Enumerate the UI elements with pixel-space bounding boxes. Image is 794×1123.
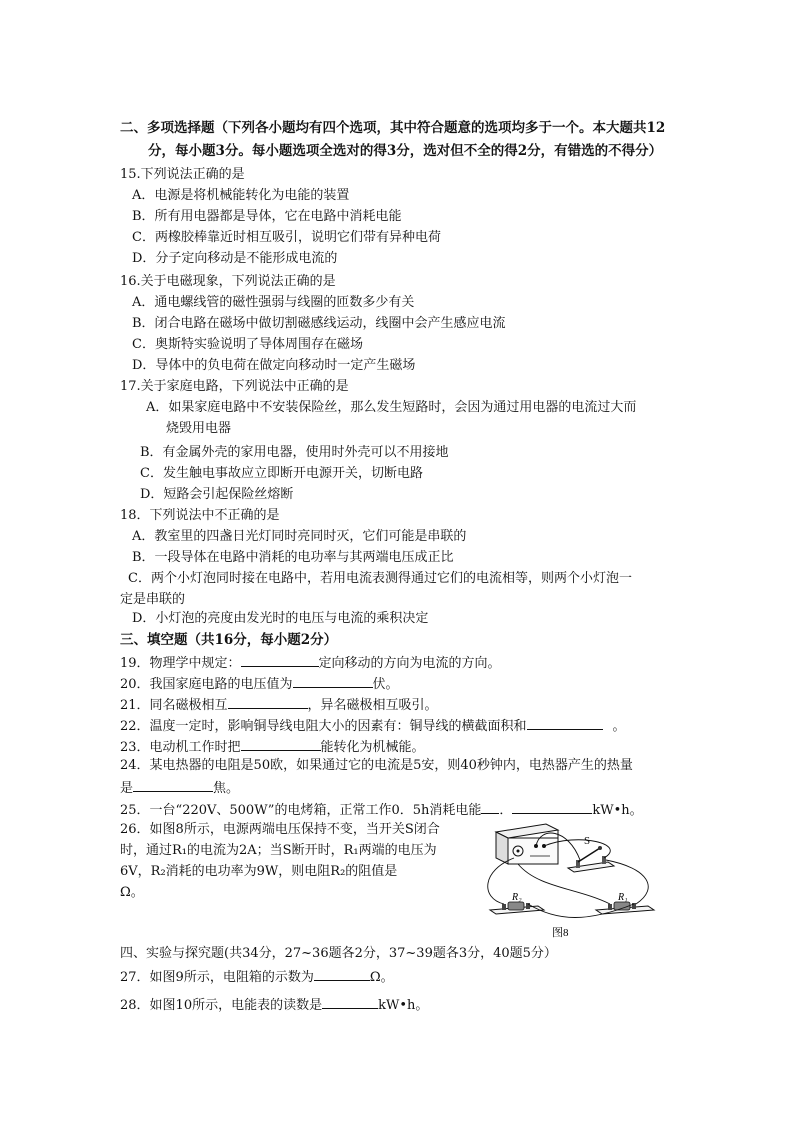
- figure8-caption: 图8: [552, 927, 569, 939]
- q17-option-b: B．有金属外壳的家用电器，使用时外壳可以不用接地: [140, 445, 449, 460]
- resistor-r2-label: R₂: [512, 892, 522, 903]
- q21-answer-blank[interactable]: [228, 694, 308, 709]
- q27-answer-blank[interactable]: [314, 966, 370, 981]
- q15-option-d: D．分子定向移动是不能形成电流的: [132, 251, 338, 266]
- q26-line2: 时，通过R₁的电流为2A；当S断开时，R₁两端的电压为: [120, 843, 437, 858]
- q26-line4: [120, 883, 144, 903]
- q19-text-pre: 19．物理学中规定：: [120, 656, 241, 671]
- q24-answer-blank[interactable]: [133, 777, 213, 792]
- q16-option-c: C．奥斯特实验说明了导体周围存在磁场: [132, 337, 363, 352]
- q17-stem: 17.关于家庭电路，下列说法中正确的是: [120, 379, 349, 394]
- q25-answer-blank-a[interactable]: [481, 799, 499, 814]
- q24-text-pre: 是: [120, 781, 134, 796]
- q23: [120, 736, 425, 758]
- q21: [120, 694, 438, 716]
- q28-text-pre: 28．如图10所示，电能表的读数是: [120, 998, 323, 1013]
- q23-answer-blank[interactable]: [241, 736, 321, 751]
- q21-text-post: ，异名磁极相互吸引。: [307, 698, 438, 713]
- q27-text-pre: 27．如图9所示，电阻箱的示数为: [120, 970, 314, 985]
- q19: [120, 652, 501, 674]
- q25-text-mid: ．: [499, 803, 513, 818]
- q18-option-a: A．教室里的四盏日光灯同时亮同时灭，它们可能是串联的: [132, 529, 467, 544]
- q27: [120, 966, 394, 988]
- q24-line1: 24．某电热器的电阻是50欧，如果通过它的电流是5安，则40秒钟内，电热器产生的热量: [120, 758, 633, 773]
- q15-option-b: B．所有用电器都是导体，它在电路中消耗电能: [132, 209, 402, 224]
- q25-answer-blank-b[interactable]: [512, 799, 592, 814]
- q16-option-b: B．闭合电路在磁场中做切割磁感线运动，线圈中会产生感应电流: [132, 316, 506, 331]
- q23-text-pre: 23．电动机工作时把: [120, 740, 241, 755]
- resistor-r1-icon: [596, 902, 654, 914]
- q15-stem: 15.下列说法正确的是: [120, 167, 245, 182]
- q25-text-post: kW•h。: [592, 803, 643, 818]
- q17-option-a-line2: 烧毁用电器: [166, 421, 232, 436]
- q18-option-b: B．一段导体在电路中消耗的电功率与其两端电压成正比: [132, 550, 454, 565]
- resistor-r1-label: R₁: [618, 892, 628, 903]
- q21-text-pre: 21．同名磁极相互: [120, 698, 228, 713]
- q19-text-post: 定向移动的方向为电流的方向。: [318, 656, 501, 671]
- q22-text-post: 。: [612, 719, 626, 734]
- figure8-circuit-diagram: [478, 818, 663, 942]
- q26-text-post: Ω。: [120, 885, 144, 900]
- q28: [120, 994, 428, 1016]
- q15-option-c: C．两橡胶棒靠近时相互吸引，说明它们带有异种电荷: [132, 230, 441, 245]
- section3-heading: 三、填空题（共16分，每小题2分）: [120, 632, 338, 648]
- q28-text-post: kW•h。: [378, 998, 429, 1013]
- q17-option-c: C．发生触电事故应立即断开电源开关，切断电路: [140, 466, 423, 481]
- q18-option-c-line1: C．两个小灯泡同时接在电路中，若用电流表测得通过它们的电流相等，则两个小灯泡一: [128, 571, 632, 586]
- q22-answer-blank[interactable]: [527, 715, 603, 730]
- q28-answer-blank[interactable]: [322, 994, 378, 1009]
- q16-option-d: D．导体中的负电荷在做定向移动时一定产生磁场: [132, 358, 416, 373]
- q17-option-d: D．短路会引起保险丝熔断: [140, 487, 294, 502]
- q27-text-post: Ω。: [369, 970, 394, 985]
- q15-option-a: A．电源是将机械能转化为电能的装置: [132, 188, 350, 203]
- section2-heading-line2: 分，每小题3分。每小题选项全选对的得3分，选对但不全的得2分，有错选的不得分）: [148, 143, 663, 159]
- section2-heading-line1: 二、多项选择题（下列各小题均有四个选项，其中符合题意的选项均多于一个。本大题共12: [120, 120, 666, 136]
- q20-text-pre: 20．我国家庭电路的电压值为: [120, 677, 293, 692]
- q25-text-pre: 25．一台“220V、500W”的电烤箱，正常工作0．5h消耗电能: [120, 803, 482, 818]
- q17-option-a-line1: A．如果家庭电路中不安装保险丝，那么发生短路时，会因为通过用电器的电流过大而: [146, 400, 637, 415]
- q18-option-c-line2: 定是串联的: [120, 592, 186, 607]
- q20: [120, 673, 399, 695]
- q26-line3: 6V，R₂消耗的电功率为9W，则电阻R₂的阻值是: [120, 864, 398, 879]
- q20-answer-blank[interactable]: [293, 673, 373, 688]
- q20-text-post: 伏。: [372, 677, 399, 692]
- section4-heading: 四、实验与探究题(共34分，27~36题各2分，37~39题各3分，40题5分）: [120, 946, 557, 961]
- q18-option-d: D．小灯泡的亮度由发光时的电压与电流的乘积决定: [132, 611, 429, 626]
- q16-stem: 16.关于电磁现象，下列说法正确的是: [120, 274, 336, 289]
- q19-answer-blank[interactable]: [241, 652, 319, 667]
- switch-label: S: [584, 835, 591, 847]
- q24-line2: [120, 777, 239, 799]
- q18-stem: 18．下列说法中不正确的是: [120, 508, 280, 523]
- q23-text-post: 能转化为机械能。: [320, 740, 425, 755]
- q22: [120, 715, 626, 737]
- q26-line1: 26．如图8所示，电源两端电压保持不变，当开关S闭合: [120, 822, 440, 837]
- q22-text-pre: 22．温度一定时，影响铜导线电阻大小的因素有：铜导线的横截面积和: [120, 719, 527, 734]
- q24-text-post: 焦。: [213, 781, 240, 796]
- q16-option-a: A．通电螺线管的磁性强弱与线圈的匝数多少有关: [132, 295, 415, 310]
